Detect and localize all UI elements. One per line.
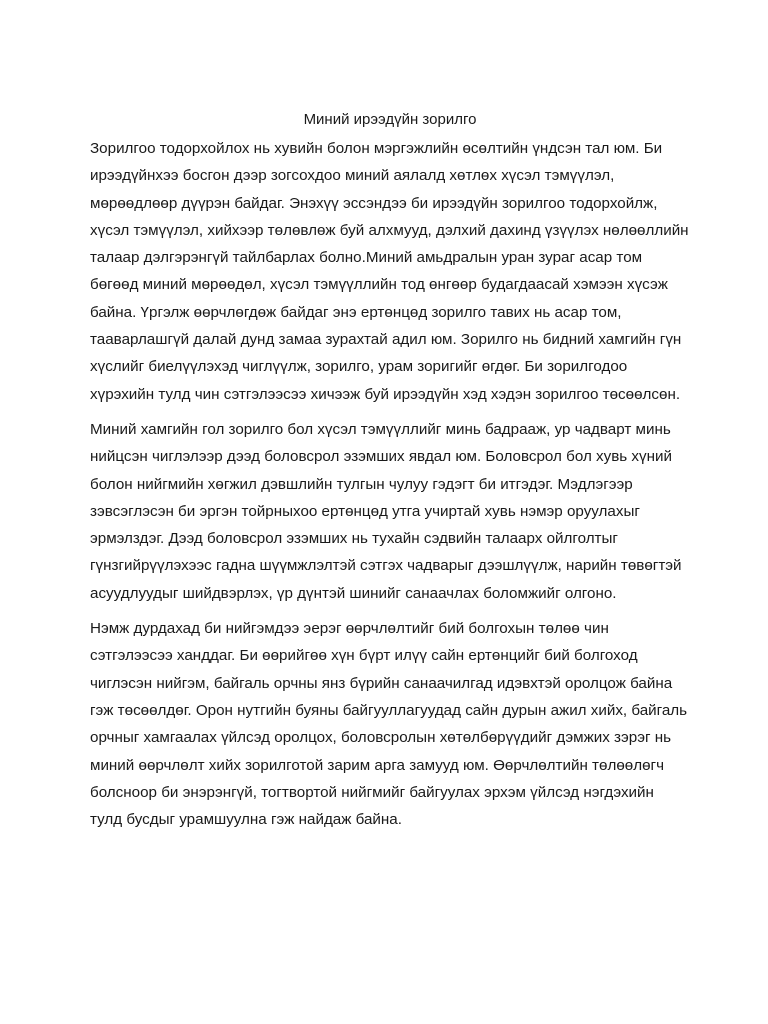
document-body (90, 108, 690, 841)
document-title: Миний ирээдүйн зорилго (303, 111, 477, 128)
paragraph-social-change-goal: Нэмж дурдахад би нийгэмдээ эерэг өөрчлөлтийг бий болгохын төлөө чин сэтгэлээсээ ханддаг. Би өөрийгөө хүн бүрт илүү сайн ертөнцийг бий болгоход чиглэсэн нийгэм, байгаль орчны янз бүрийн санаачилгад идэвхтэй оролцож байна гэж төсөөлдөг. Орон нутгийн буяны байгууллагуудад сайн дурын ажил хийх, байгаль орчныг хамгаалах үйлсэд оролцох, боловсролын хөтөлбөрүүдийг дэмжих зэрэг нь миний өөрчлөлт хийх зорилготой зарим арга замууд юм. Өөрчлөлтийн төлөөлөгч болсноор би энэрэнгүй, тогтвортой нийгмийг байгуулах эрхэм үйлсэд нэгдэхийн тулд бусдыг урамшуулна гэж найдаж байна. (90, 620, 688, 829)
paragraph-education-goal: Миний хамгийн гол зорилго бол хүсэл тэмүүллийг минь бадрааж, ур чадварт минь нийцсэн чиглэлээр дээд боловсрол эзэмших явдал юм. Боловсрол бол хувь хүний болон нийгмийн хөгжил дэвшлийн тулгын чулуу гэдэгт би итгэдэг. Мэдлэгээр зэвсэглэсэн би эргэн тойрныхоо ертөнцөд утга учиртай хувь нэмэр оруулахыг эрмэлздэг. Дээд боловсрол эзэмших нь тухайн сэдвийн талаарх ойлголтыг гүнзгийрүүлэхээс гадна шүүмжлэлтэй сэтгэх чадварыг дээшлүүлж, нарийн төвөгтэй асуудлуудыг шийдвэрлэх, үр дүнтэй шинийг санаачлах боломжийг олгоно. (90, 420, 682, 602)
paragraph-intro: Зорилгоо тодорхойлох нь хувийн болон мэргэжлийн өсөлтийн үндсэн тал юм. Би ирээдүйнхээ босгон дээр зогсохдоо миний аялалд хөтлөх хүсэл тэмүүлэл, мөрөөдлөөр дүүрэн байдаг. Энэхүү эссэндээ би ирээдүйн зорилгоо тодорхойлж, хүсэл тэмүүлэл, хийхээр төлөвлөж буй алхмууд, дэлхий дахинд үзүүлэх нөлөөллийн талаар дэлгэрэнгүй тайлбарлах болно.Миний амьдралын уран зураг асар том бөгөөд миний мөрөөдөл, хүсэл тэмүүллийн тод өнгөөр будагдаасай хэмээн хүсэж байна. Үргэлж өөрчлөгдөж байдаг энэ ертөнцөд зорилго тавих нь асар том, тааварлашгүй далай дунд замаа зурахтай адил юм. Зорилго нь бидний хамгийн гүн хүслийг биелүүлэхэд чиглүүлж, зорилго, урам зоригийг өгдөг. Би зорилгодоо хүрэхийн тулд чин сэтгэлээсээ хичээж буй ирээдүйн хэд хэдэн зорилгоо төсөөлсөн. (90, 140, 689, 403)
